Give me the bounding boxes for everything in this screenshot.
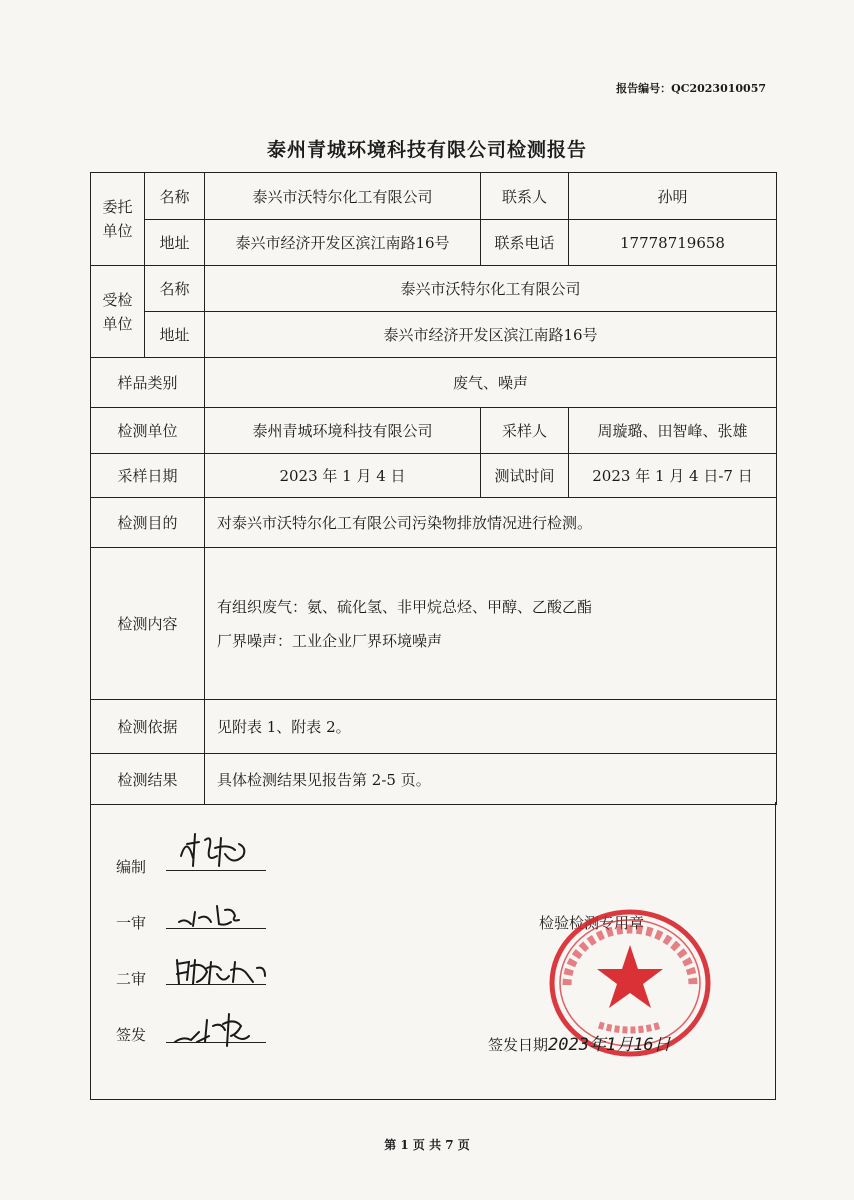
issue-date-label: 签发日期 [488,1036,549,1054]
content-value [205,548,777,700]
report-number: 报告编号：QC2023010057 [616,82,766,95]
first-review-signature [173,896,273,936]
sampler-value: 周璇璐、田智峰、张雄 [569,408,777,454]
client-name-row [91,173,777,220]
content-row [91,548,777,700]
result-value: 具体检测结果见报告第 2-5 页。 [205,754,777,805]
inspected-address-row [91,312,777,358]
result-row [91,754,777,805]
purpose-label: 检测目的 [91,498,205,548]
test-unit-label: 检测单位 [91,408,205,454]
client-address-value: 泰兴市经济开发区滨江南路16号 [205,220,481,266]
client-phone-value: 17778719658 [569,220,777,266]
sample-category-label: 样品类别 [91,358,205,408]
sample-date-label: 采样日期 [91,454,205,498]
compiled-label: 编制 [116,858,147,876]
inspected-address-value: 泰兴市经济开发区滨江南路16号 [205,312,777,358]
compiled-signature [173,826,273,876]
purpose-value: 对泰兴市沃特尔化工有限公司污染物排放情况进行检测。 [205,498,777,548]
second-review-signature [173,950,283,992]
client-contact-value: 孙明 [569,173,777,220]
client-phone-label: 联系电话 [481,220,569,266]
client-name-label: 名称 [145,173,205,220]
inspected-address-label: 地址 [145,312,205,358]
inspected-section-label: 受检单位 [91,266,145,358]
test-unit-value: 泰州青城环境科技有限公司 [205,408,481,454]
client-address-row [91,220,777,266]
basis-value: 见附表 1、附表 2。 [205,700,777,754]
report-info-table [90,172,777,805]
client-address-label: 地址 [145,220,205,266]
issuer-label: 签发 [116,1026,147,1044]
sample-category-row [91,358,777,408]
issuer-signature [173,1006,283,1050]
seal-title: 检验检测专用章 [539,914,645,932]
content-line-1: 有组织废气：氨、硫化氢、非甲烷总烃、甲醇、乙酸乙酯 [217,597,593,616]
client-section-label: 委托单位 [91,173,145,266]
second-review-label: 二审 [116,970,147,988]
report-title: 泰州青城环境科技有限公司检测报告 [266,139,587,161]
content-label: 检测内容 [91,548,205,700]
client-name-value: 泰兴市沃特尔化工有限公司 [205,173,481,220]
content-line-2: 厂界噪声：工业企业厂界环境噪声 [217,631,443,650]
test-time-value: 2023 年 1 月 4 日-7 日 [569,454,777,498]
sample-date-row [91,454,777,498]
first-review-label: 一审 [116,914,147,932]
purpose-row [91,498,777,548]
sample-category-value: 废气、噪声 [205,358,777,408]
basis-label: 检测依据 [91,700,205,754]
sampler-label: 采样人 [481,408,569,454]
page-number: 第 1 页 共 7 页 [384,1138,470,1152]
inspected-name-value: 泰兴市沃特尔化工有限公司 [205,266,777,312]
inspected-name-row [91,266,777,312]
test-unit-row [91,408,777,454]
sample-date-value: 2023 年 1 月 4 日 [205,454,481,498]
client-contact-label: 联系人 [481,173,569,220]
basis-row [91,700,777,754]
issue-date-value: 2023年1月16日 [548,1035,671,1055]
test-time-label: 测试时间 [481,454,569,498]
issue-date [488,1030,671,1055]
inspected-name-label: 名称 [145,266,205,312]
result-label: 检测结果 [91,754,205,805]
signoff-section [90,802,776,1100]
